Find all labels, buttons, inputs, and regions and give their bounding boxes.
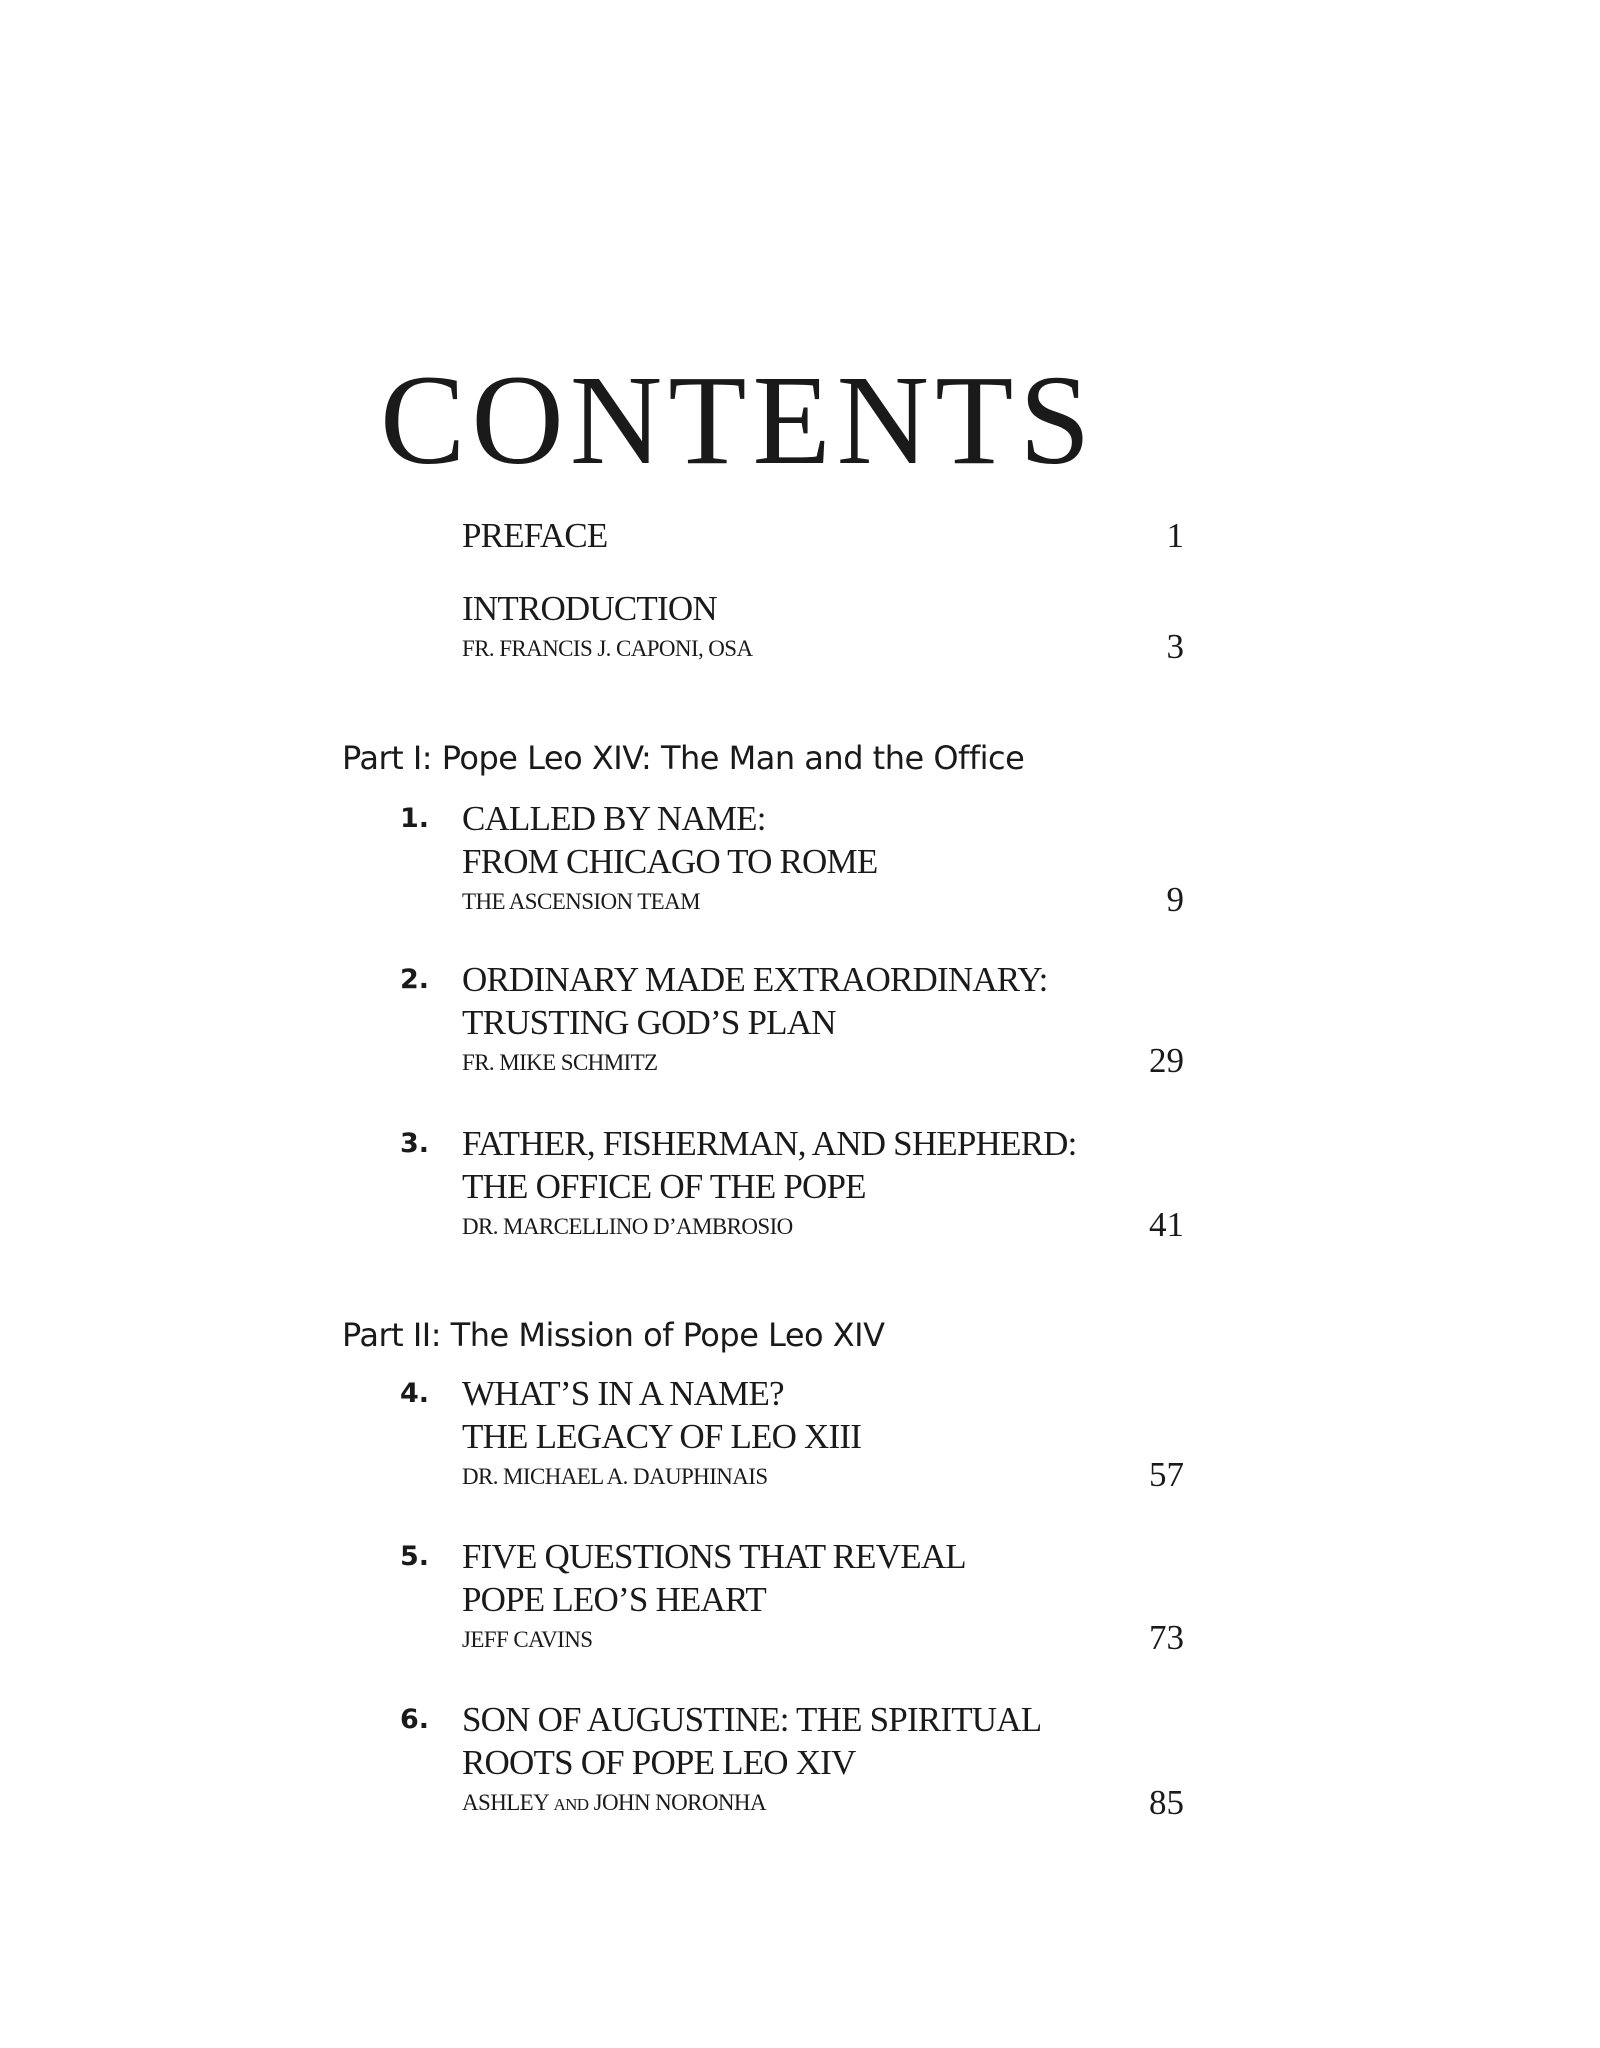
page-number: 73 <box>1149 1618 1184 1657</box>
author-name: JOHN NORONHA <box>593 1790 766 1815</box>
entry-author <box>462 1788 1184 1820</box>
page-number: 9 <box>1166 880 1184 919</box>
entry-title-line: THE OFFICE OF THE POPE <box>462 1167 866 1206</box>
entry-title-line: ROOTS OF POPE LEO XIV <box>462 1743 856 1782</box>
toc-entry[interactable] <box>400 1372 1184 1494</box>
toc-entry[interactable] <box>400 797 1184 919</box>
entry-author: DR. MARCELLINO D’AMBROSIO <box>462 1214 793 1239</box>
entry-title-line: FIVE QUESTIONS THAT REVEAL <box>462 1537 966 1576</box>
chapter-number: 6. <box>400 1704 430 1735</box>
chapter-number: 3. <box>400 1128 430 1159</box>
entry-author: FR. MIKE SCHMITZ <box>462 1050 658 1075</box>
page-number: 3 <box>1166 627 1184 666</box>
entry-title-line: FATHER, FISHERMAN, AND SHEPHERD: <box>462 1124 1077 1163</box>
chapter-number: 2. <box>400 964 430 995</box>
author-name: ASHLEY <box>462 1790 549 1815</box>
toc-entry-introduction[interactable] <box>462 587 1184 664</box>
entry-author: THE ASCENSION TEAM <box>462 889 700 914</box>
page-number: 57 <box>1149 1455 1184 1494</box>
entry-title-line: WHAT’S IN A NAME? <box>462 1374 784 1413</box>
entry-author: JEFF CAVINS <box>462 1627 593 1652</box>
entry-title-line: POPE LEO’S HEART <box>462 1580 766 1619</box>
toc-entry[interactable] <box>400 1698 1184 1822</box>
chapter-number: 1. <box>400 803 430 834</box>
chapter-number: 4. <box>400 1378 430 1409</box>
entry-author: DR. MICHAEL A. DAUPHINAIS <box>462 1464 768 1489</box>
entry-title-line: ORDINARY MADE EXTRAORDINARY: <box>462 960 1048 999</box>
page-number: 85 <box>1149 1783 1184 1822</box>
toc-entry-preface[interactable] <box>462 514 1184 557</box>
page-title: CONTENTS <box>380 348 1097 491</box>
entry-title-line: THE LEGACY OF LEO XIII <box>462 1417 862 1456</box>
entry-title: INTRODUCTION <box>462 589 717 628</box>
part-heading: Part II: The Mission of Pope Leo XIV <box>342 1316 885 1354</box>
chapter-number: 5. <box>400 1541 430 1572</box>
toc-entry[interactable] <box>400 958 1184 1080</box>
entry-title: PREFACE <box>462 516 608 555</box>
page-number: 41 <box>1149 1205 1184 1244</box>
page-number: 29 <box>1149 1041 1184 1080</box>
entry-author: FR. FRANCIS J. CAPONI, OSA <box>462 636 753 661</box>
entry-title-line: CALLED BY NAME: <box>462 799 766 838</box>
page-number: 1 <box>1166 516 1184 555</box>
toc-entry[interactable] <box>400 1535 1184 1657</box>
part-heading: Part I: Pope Leo XIV: The Man and the Office <box>342 739 1025 777</box>
entry-title-line: SON OF AUGUSTINE: THE SPIRITUAL <box>462 1700 1042 1739</box>
entry-title-line: TRUSTING GOD’S PLAN <box>462 1003 836 1042</box>
author-conjunction: AND <box>553 1795 589 1814</box>
toc-entry[interactable] <box>400 1122 1184 1244</box>
entry-title-line: FROM CHICAGO TO ROME <box>462 842 878 881</box>
